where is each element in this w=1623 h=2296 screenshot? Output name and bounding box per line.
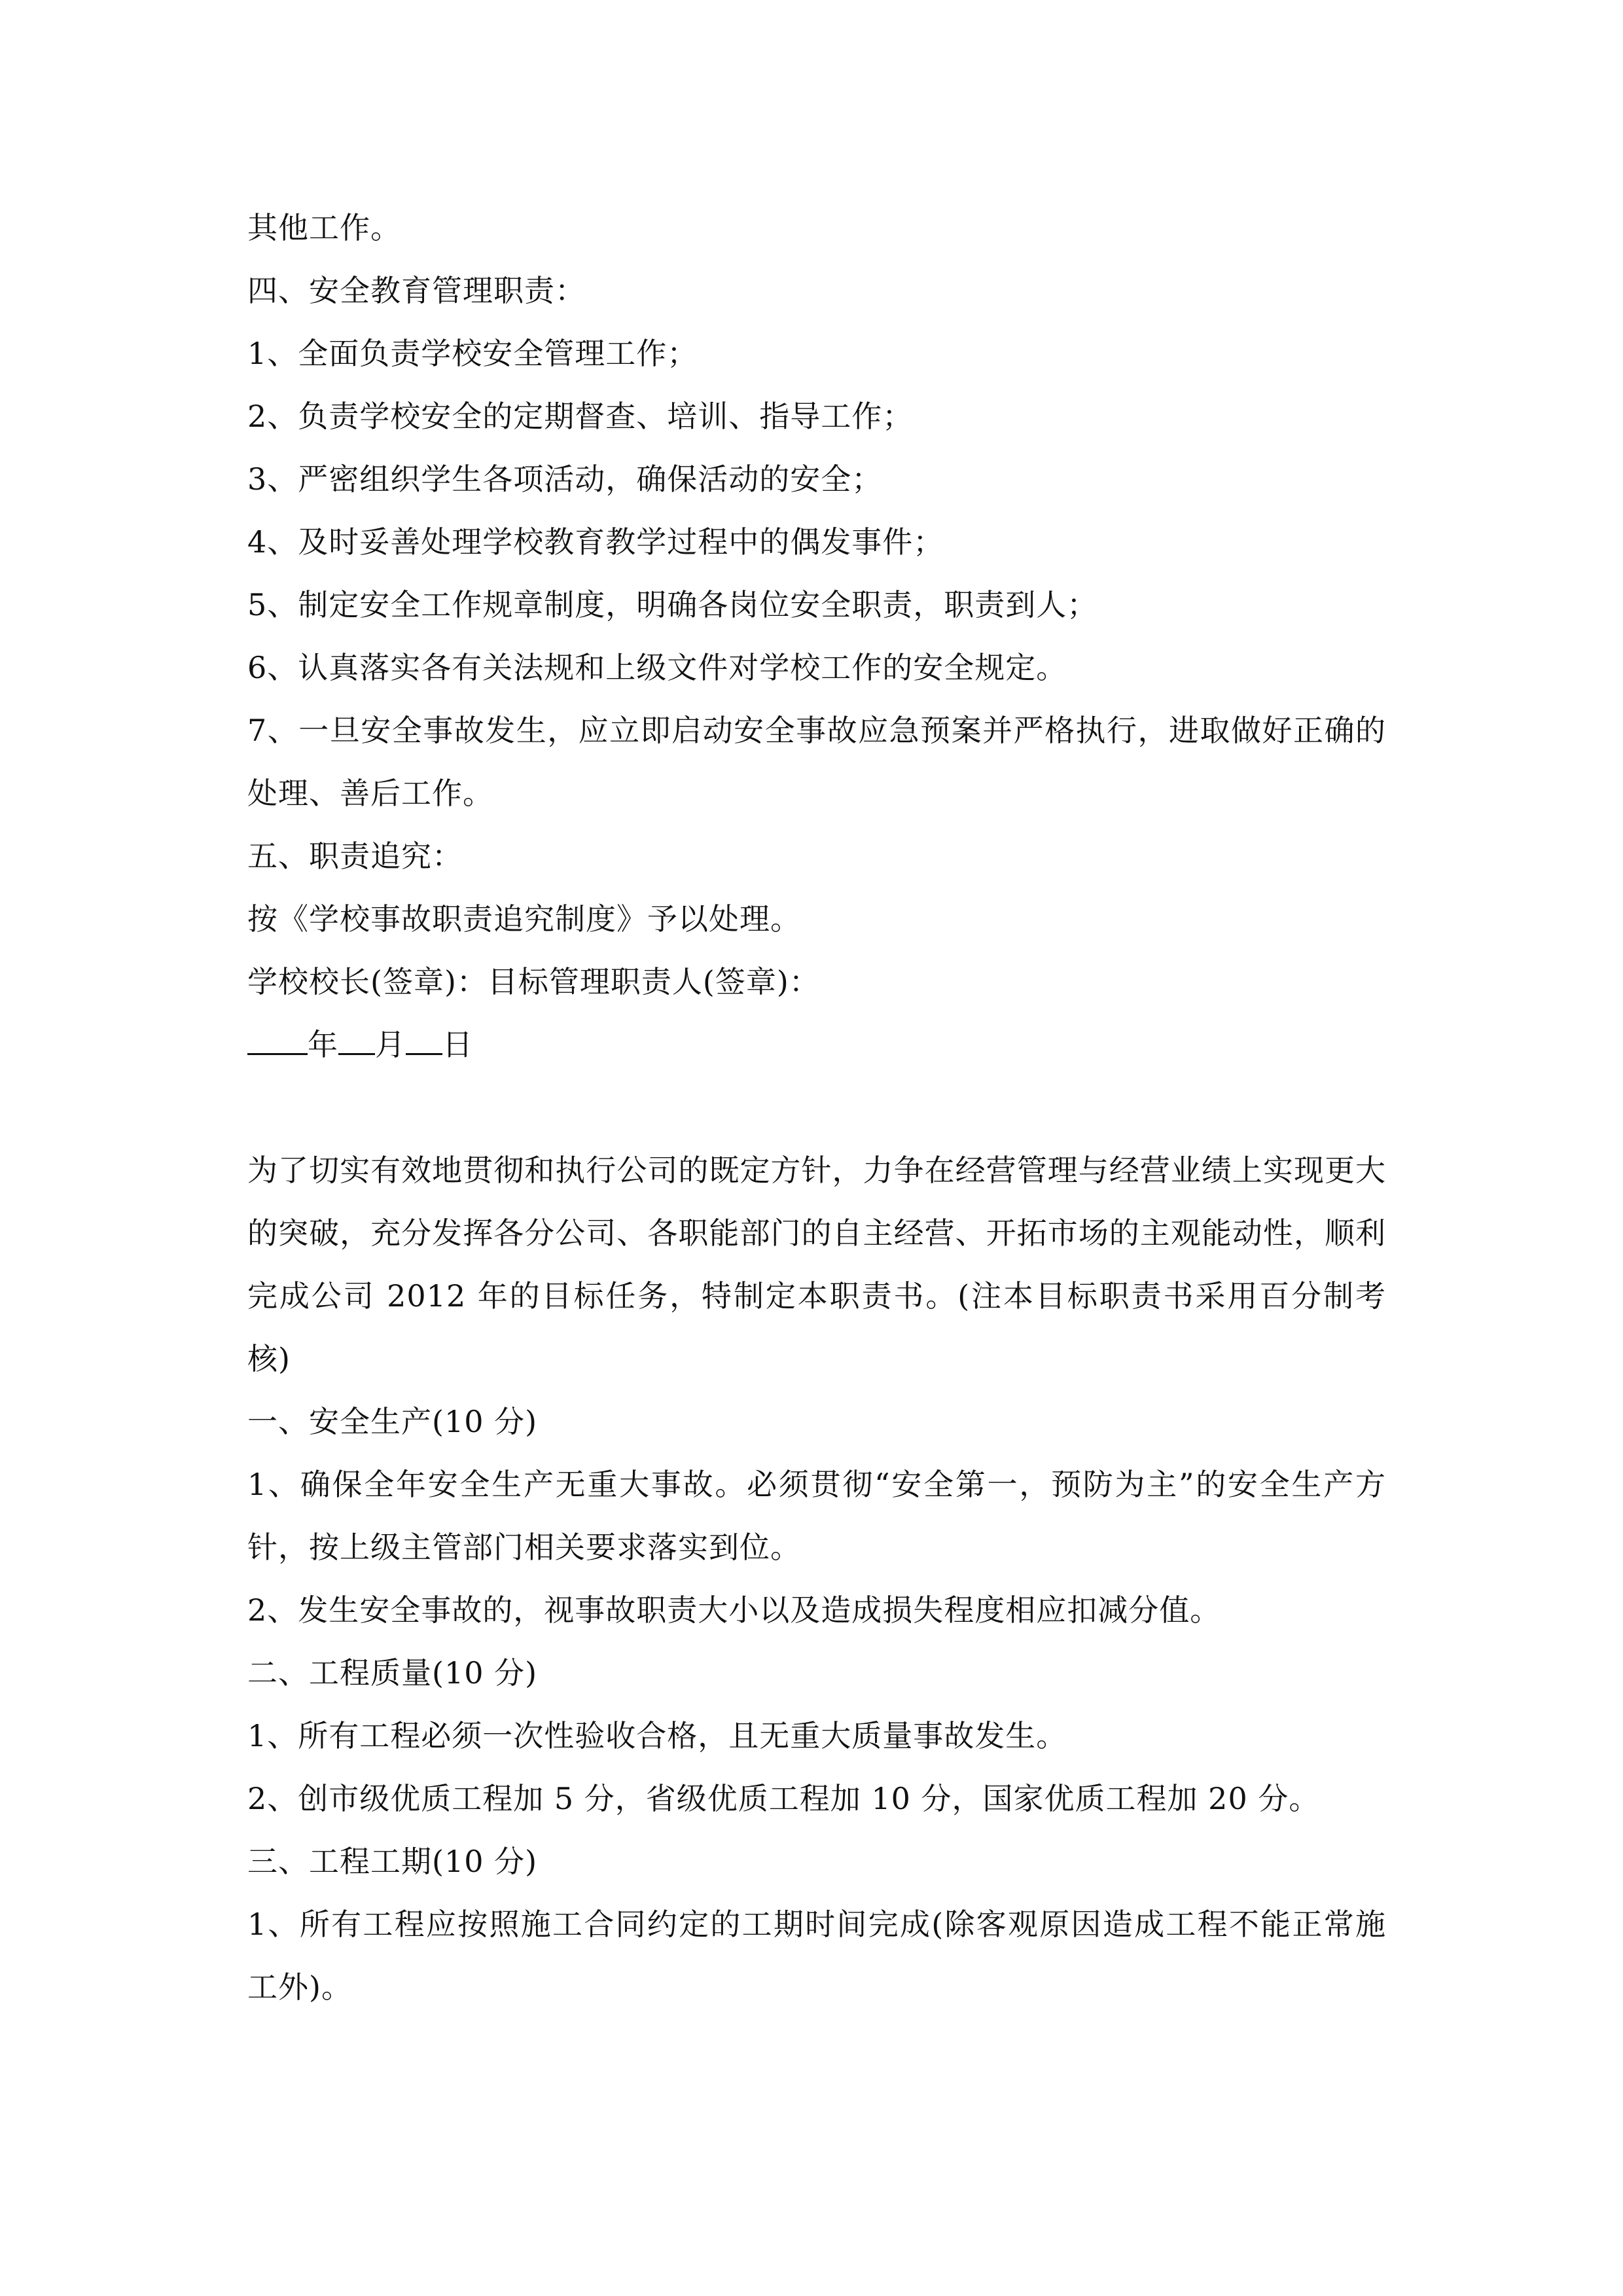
list-item: 1、所有工程应按照施工合同约定的工期时间完成(除客观原因造成工程不能正常施工外)。 [247, 1907, 1386, 2005]
list-item: 1、所有工程必须一次性验收合格，且无重大质量事故发生。 [247, 1718, 1067, 1753]
text-line: 按《学校事故职责追究制度》予以处理。 [247, 901, 801, 937]
list-item: 7、一旦安全事故发生，应立即启动安全事故应急预案并严格执行，进取做好正确的处理、善后工作。 [247, 713, 1386, 811]
blank-underline [406, 1019, 442, 1055]
section-spacer [247, 1076, 1386, 1139]
section-heading-safety-education: 四、安全教育管理职责： [247, 273, 586, 308]
date-day-label: 日 [442, 1027, 473, 1062]
text-line: 其他工作。 [247, 210, 401, 245]
intro-paragraph: 为了切实有效地贯彻和执行公司的既定方针，力争在经营管理与经营业绩上实现更大的突破，充分发挥各分公司、各职能部门的自主经营、开拓市场的主观能动性，顺利完成公司 2012 年的目标任务，特制定本职责书。(注本目标职责书采用百分制考核) [247, 1153, 1386, 1376]
list-item: 1、确保全年安全生产无重大事故。必须贯彻“安全第一，预防为主”的安全生产方针，按上级主管部门相关要求落实到位。 [247, 1467, 1386, 1565]
list-item: 6、认真落实各有关法规和上级文件对学校工作的安全规定。 [247, 650, 1067, 685]
signature-line: 学校校长(签章)：目标管理职责人(签章)： [247, 964, 820, 999]
list-item: 2、创市级优质工程加 5 分，省级优质工程加 10 分，国家优质工程加 20 分。 [247, 1781, 1320, 1816]
date-month-label: 月 [375, 1027, 406, 1062]
date-year-label: 年 [308, 1027, 338, 1062]
list-item: 4、及时妥善处理学校教育教学过程中的偶发事件； [247, 524, 944, 560]
blank-underline [247, 1019, 308, 1055]
list-item: 2、发生安全事故的，视事故职责大小以及造成损失程度相应扣减分值。 [247, 1592, 1221, 1628]
list-item: 2、负责学校安全的定期督查、培训、指导工作； [247, 399, 914, 434]
date-line [247, 1013, 1386, 1076]
list-item: 1、全面负责学校安全管理工作； [247, 336, 698, 371]
document-body [247, 196, 1386, 2018]
section-heading-schedule: 三、工程工期(10 分) [247, 1844, 538, 1879]
section-heading-safety-production: 一、安全生产(10 分) [247, 1404, 538, 1439]
list-item: 3、严密组织学生各项活动，确保活动的安全； [247, 461, 883, 497]
blank-underline [338, 1019, 375, 1055]
section-heading-quality: 二、工程质量(10 分) [247, 1655, 538, 1691]
section-heading-accountability: 五、职责追究： [247, 838, 463, 874]
list-item: 5、制定安全工作规章制度，明确各岗位安全职责，职责到人； [247, 587, 1098, 622]
